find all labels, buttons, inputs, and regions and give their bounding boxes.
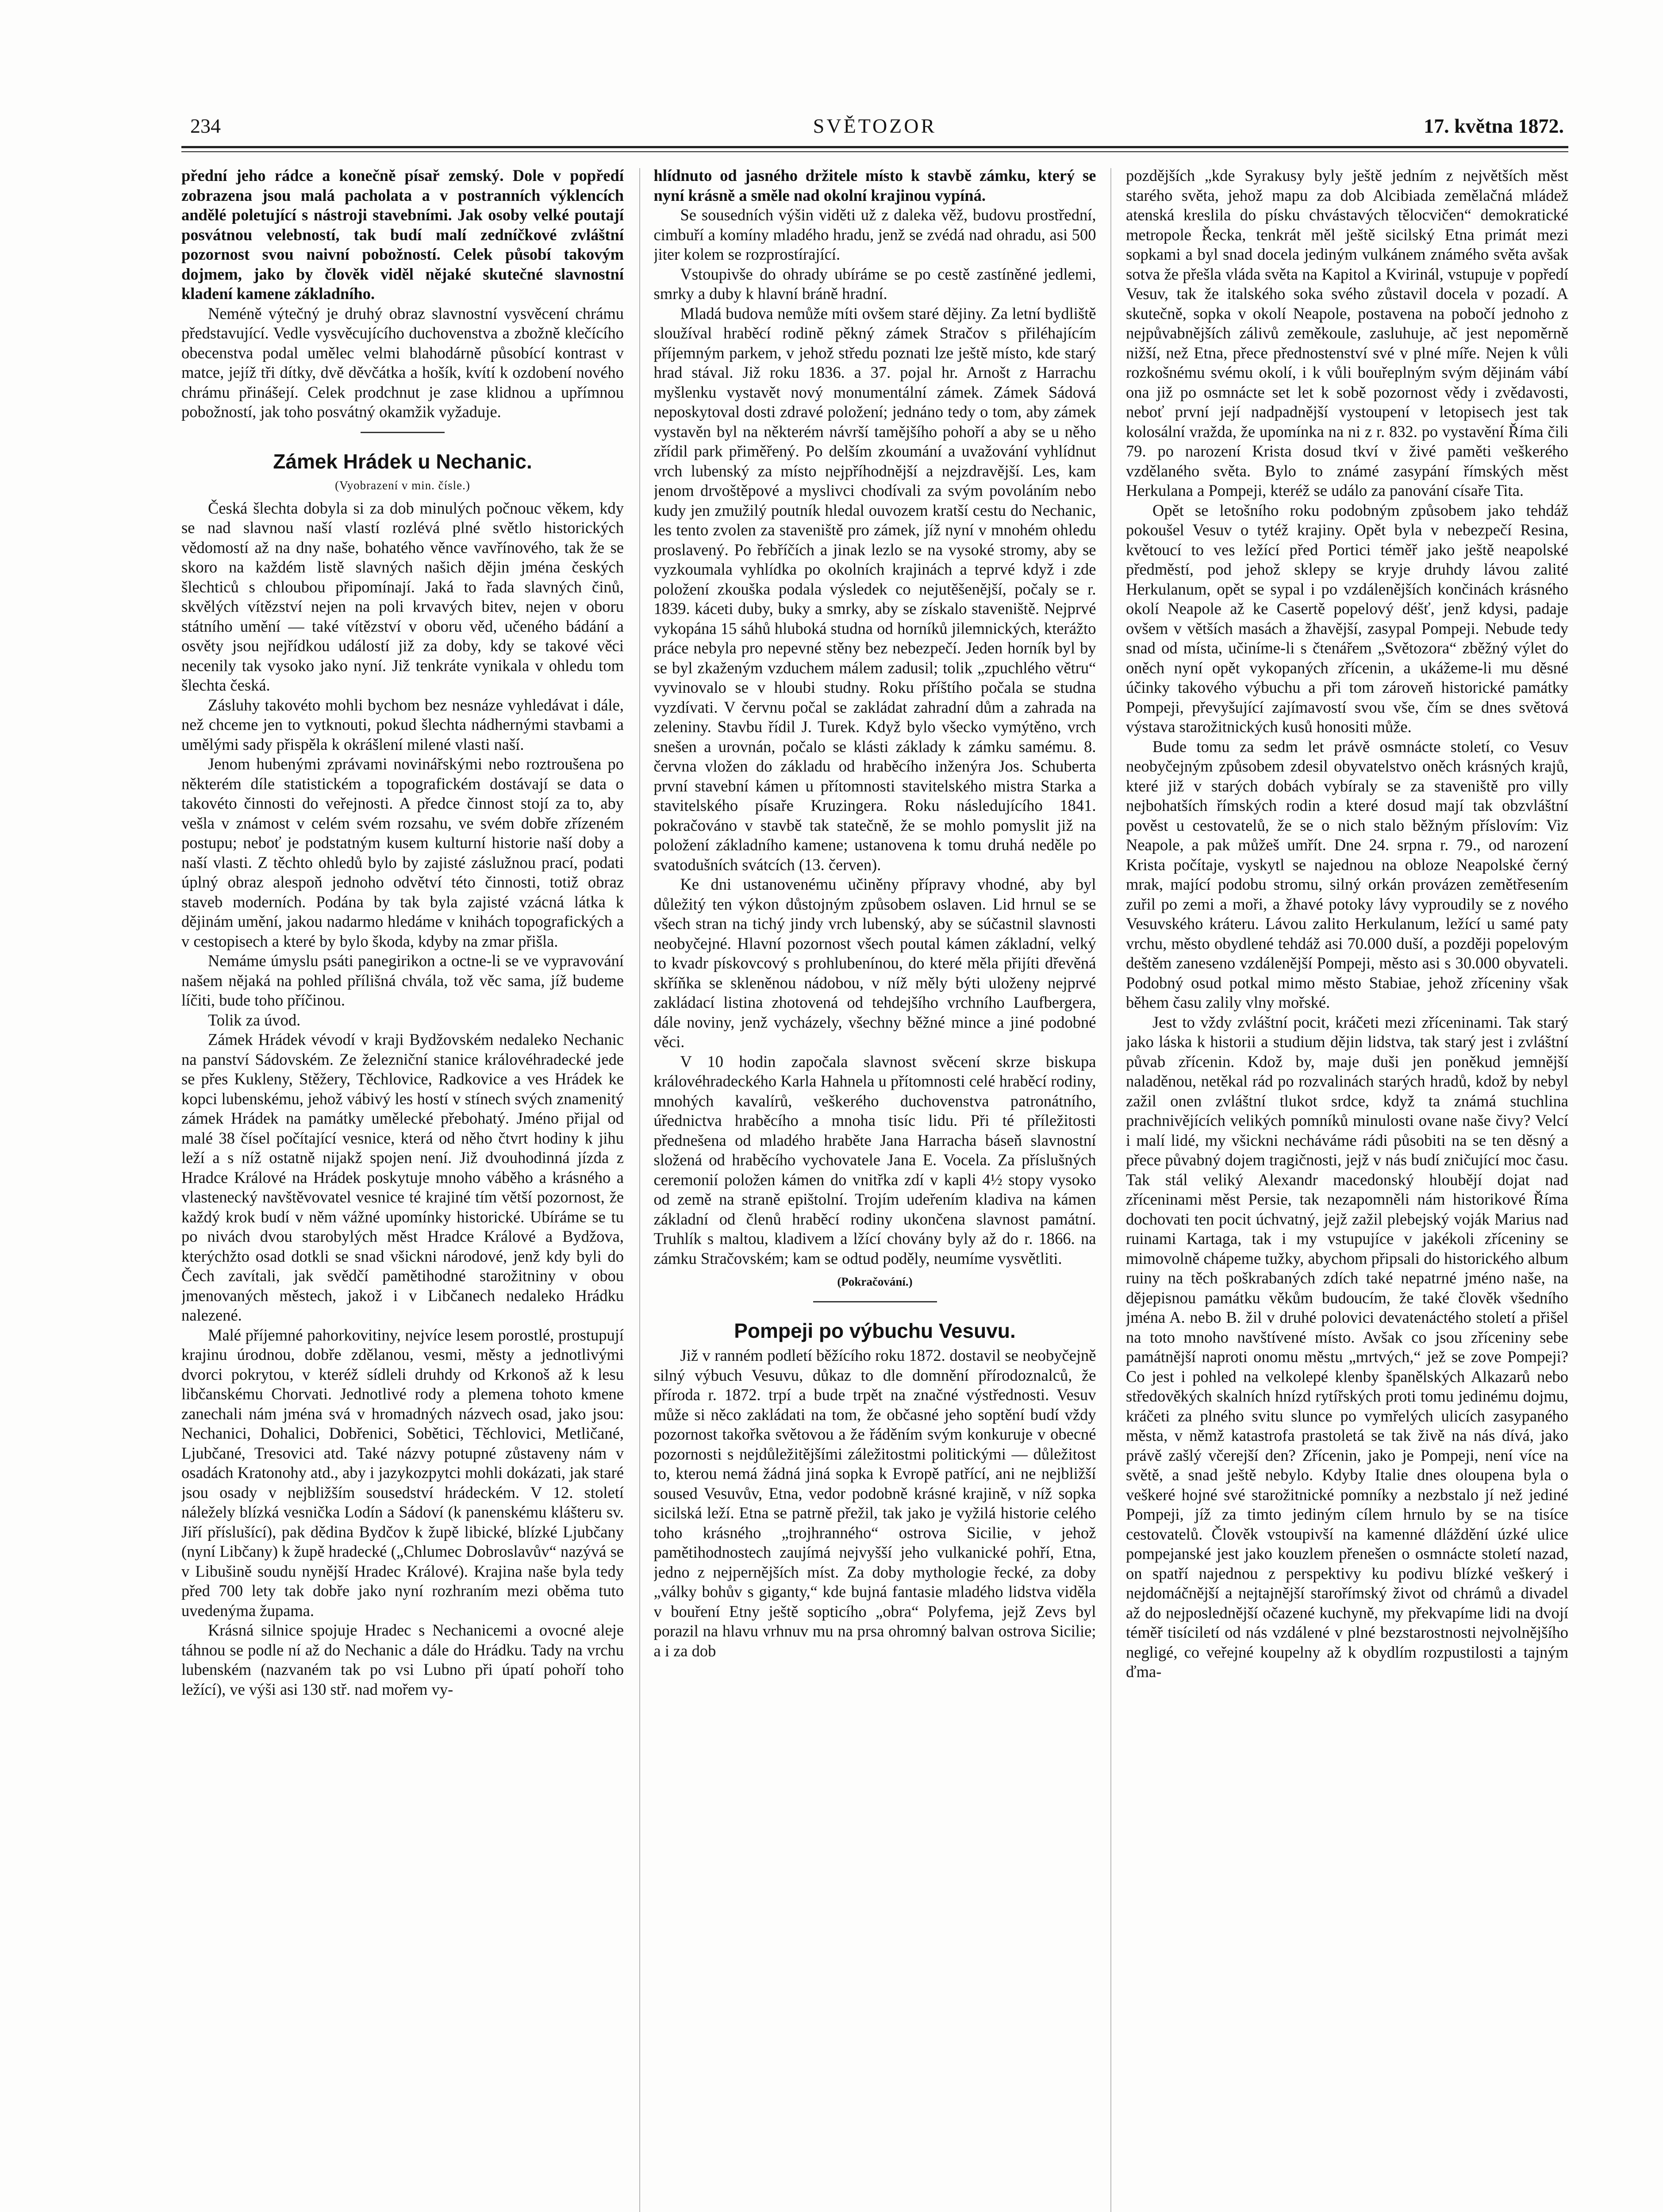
paragraph: V 10 hodin započala slavnost svěcení skrze biskupa královéhradeckého Karla Hahnela u přítomnosti celé hraběcí rodiny, mnohých kavalírů, veškerého duchovenstva patronátního, úřednictva hraběcího a mnoha tisíc lidu. Při té příležitosti přednešena od mladého hraběte Jana Harracha báseň slavnostní složená od hraběcího vychovatele Jana E. Vocela. Za příslušných ceremonií položen kámen do vnitřka zdí v kapli 4½ stopy vysoko od země na straně epištolní. Trojím udeřením kladiva na kámen základní od členů hraběcí rodiny ukončena slavnost památní. Truhlík s maltou, kladivem a lžící chovány byly až do r. 1866. na zámku Stračovském; kam se odtud poděly, neumíme vysvětliti. [653,1052,1096,1267]
continuation-note: (Pokračování.) [837,1275,913,1288]
paragraph: Nemáme úmyslu psáti panegirikon a octne-li se ve vypravování našem nějaká na pohled přílišná chvála, tož věc sama, jíž budeme líčiti, bude toho příčinou. [181,952,624,1009]
paragraph: Opět se letošního roku podobným způsobem jako tehdáž pokoušel Vesuv o tytéž krajiny. Opět byla v nebezpečí Resina, květoucí to ves ležící před Portici téměř jako ještě neapolské předměstí, pod jehož sklepy se kryje druhdy lávou zalité Herkulanum, opět se sypal i po vzdálenějších končinách krásného okolí Neapole až ke Casertě popelový déšť, jenž kdysi, padaje ovšem v větších masách a žhavější, zasypal Pompeji. Nebude tedy snad od místa, učiníme-li s čtenářem „Světozora“ zběžný výlet do oněch nyní opět vykopaných zřícenin, a ukážeme-li mu děsné účinky takového výbuchu a při tom zároveň historické památky Pompeji, převyšující zajímavostí svou vše, čím se dnes světová výstava starožitnických kusů honositi může. [1126,501,1568,736]
journal-title: SVĚTOZOR [813,115,937,137]
article-title: Pompeji po výbuchu Vesuvu. [734,1319,1016,1342]
paragraph: Jenom hubenými zprávami novinářskými nebo roztroušena po některém díle statistickém a topografickém dostávají se data o takovéto činnosti do veřejnosti. A předce činnost stojí za to, aby vešla v známost v celém svém rozsahu, ve svém dobře zřízeném postupu; neboť je podstatným kusem kulturní historie naší doby a naší vlasti. Z těchto ohledů bylo by zajisté záslužnou prací, podati úplný obraz alespoň jednoho odvětví této činnosti, totiž obraz staveb moderních. Podána by tak byla zajisté vzácná látka k dějinám umění, jakou nadarmo hledáme v knihách topografických a v cestopisech a které by bylo škoda, kdyby na zmar přišla. [181,755,624,950]
paragraph: Krásná silnice spojuje Hradec s Nechanicemi a ovocné aleje táhnou se podle ní až do Nechanic a dále do Hrádku. Tady na vrchu lubenském (nazvaném tak po vsi Lubno při úpatí pohoří toho ležící), ve výši asi 130 stř. nad mořem vy- [181,1621,624,1698]
header-rule [181,146,1568,152]
column-2 [654,166,1096,2212]
paragraph: Česká šlechta dobyla si za dob minulých počnouc věkem, kdy se nad slavnou naší vlastí rozlévá plné světlo historických vědomostí až na dny naše, bohatého věnce vavřínového, tak že se skoro na každém listě slavných našich dějin jména českých šlechticů s chloubou připomínají. Jaká to řada slavných činů, skvělých vítězství nejen na poli krvavých bitev, nejen v oboru státního umění — také vítězství v oboru věd, učeného bádání a osvěty jsou nejřídkou událostí již za doby, kdy se takové věci necenily tak vysoko jako nyní. Již tenkráte vynikala v ohledu tom šlechta česká. [181,499,624,694]
paragraph: Bude tomu za sedm let právě osmnácte století, co Vesuv neobyčejným způsobem zdesil obyvatelstvo oněch krásných krajů, které již v starých dobách vybíraly se za staveniště pro villy nejbohatších římských rodin a které dosud mají tak obzvláštní pověst u cestovatelů, že se o nich stalo běžným příslovím: Viz Neapole, a pak můžeš umřít. Dne 24. srpna r. 79., od narození Krista počítaje, vyskytl se najednou na obloze Neapolské černý mrak, mající podobu stromu, silný orkán provázen zemětřesením zuřil po zemi a moři, a žhavé potoky lávy vyproudily se z nového Vesuvského kráteru. Lávou zalito Herkulanum, ležící u samé paty vrchu, město obydlené tehdáž asi 70.000 duší, a později popelovým deštěm zaneseno vzdálenější Pompeji, město asi s 30.000 obyvateli. Podobný osud potkal mimo město Stabiae, jehož zříceniny však během času zalily vlny mořské. [1126,737,1568,1011]
issue-date: 17. května 1872. [1424,115,1564,137]
paragraph: Již v ranném podletí běžícího roku 1872. dostavil se neobyčejně silný výbuch Vesuvu, důkaz to dle domnění přírodoznalců, že příroda r. 1872. trpí a bude trpět na značné výstřednosti. Vesuv může si něco zakládati na tom, že občasné jeho soptění budí vždy pozornost takořka světovou a že řáděním svým konkuruje v obecné pozornosti s nejdůležitějšími záležitostmi politickými — důležitost to, kterou nemá žádná jiná sopka k Evropě patřící, ani ne nejbližší soused Vesuvův, Etna, vedor podobně krásné krajině, v níž sopka sicilská leží. Etna se patrně přežil, tak jako je vyžilá historie celého toho krásného „trojhranného“ ostrova Sicilie, v jehož pamětihodnostech zaujímá nejvyšší jeho vulkanické pohří, Etna, jedno z nejpernějších míst. Za doby mythologie řecké, za doby „války bohův s giganty,“ kde bujná fantasie mladého lidstva viděla v bouření Etny ještě sopticího „obra“ Polyfema, jejž Zevs byl porazil na hlavu vrhnuv mu na prsa ohromný balvan ostrova Sicilie; a i za dob [653,1346,1096,1660]
paragraph: Ke dni ustanovenému učiněny přípravy vhodné, aby byl důležitý ten výkon důstojným způsobem oslaven. Lid hrnul se se všech stran na tichý jindy vrch lubenský, aby se súčastnil slavnosti neobyčejné. Hlavní pozornost všech poutal kámen základní, velký to kvadr pískovcový s prohlubenínou, do které měla přijíti dřevěná skříňka se skleněnou nádobou, v níž měly býti uloženy nejprvé zakládací listina zhotovená od tehdejšího vrchního Laufbergera, dále noviny, jenž vycházely, všechny běžné mince a jiné podobné věci. [653,875,1096,1051]
page-header [181,113,1568,148]
paragraph: Zásluhy takovéto mohli bychom bez nesnáze vyhledávat i dále, než chceme jen to vytknouti, pokud šlechta nádhernými stavbami a umělými sady přispěla k okrášlení milené vlasti naší. [181,695,624,753]
paragraph: Jest to vždy zvláštní pocit, kráčeti mezi zříceninami. Tak starý jako láska k historii a studium dějin lidstva, tak starý jest i zvláštní půvab zřícenin. Kdož by, maje duši jen poněkud jemnější naladěnou, netěkal rád po rozvalinách starých hradů, kdož by nebyl zažil onen zvláštní tlukot srdce, když ta známá stuchlina prachnivějících velikých pomníků minulosti ovane naše čivy? Velcí i malí lidé, my všickni necháváme rádi působiti na se ten děsný a přece půvabný dojem tragičnosti, jejž v nás budí zničující moc času. Tak stál veliký Alexandr macedonský hloubějí dojat nad zříceninami měst Persie, tak nezapomněli nám historikové Říma dochovati ten pocit úchvatný, jejž zažil plebejský voják Marius nad ruinami Kartaga, tak i my vstupujíce v jakékoli zříceniny se mimovolně chápeme tužky, abychom připsali do historického album ruiny na těch poškrabaných zdích také nepatrné jméno naše, na dějepisnou památku věkům budoucím, že také člověk všedního jména A. nebo B. žil v druhé polovici devatenáctého století a přišel na toto mnoho navštívené místo. Avšak co jsou zříceniny sebe památnější naproti onomu městu „mrtvých,“ jež se zove Pompeji? Co jest i pohled na velkolepé klenby španělských Alkazarů nebo středověkých skalních hnízd rytířských proti tomu jedinému dojmu, kráčeti za plného svitu slunce po vymřelých ulicích zasypaného města, v němž katastrofa prastoletá se tak živě na nás dívá, jako právě zašlý včerejší den? Zřícenin, jako je Pompeji, není více na světě, a snad ještě nebylo. Kdyby Italie dnes oloupena byla o veškeré hojné své starožitnické pomníky a nezbstalo jí než jediné Pompeji, jíž za timto jediným cílem hrnulo by se na tisíce cestovatelů. Člověk vstoupivší na kamenné dláždění úzké ulice pompejanské jest jako kouzlem přenešen o osmnácte století nazad, on spatří najednou z perspektivy ku podivu blízké veškerý i nejdomáčnější a nejtajnější starořímský život od chrámů a divadel až do nejposlednější očazené kuchyně, my překvapíme lidi na dvojí téměř tisíciletí od nás vzdálené v plné bezstarostnosti nejvolnějšího negligé, co veřejné koupelny až k obydlím rozpustilosti a tajným ďma- [1126,1013,1568,1681]
paragraph: Neméně výtečný je druhý obraz slavnostní vysvěcení chrámu představující. Vedle vysvěcujícího duchovenstva a zbožně klečícího obecenstva podal umělec velmi blahodárně působící kontrast v matce, jejíž tři dítky, dvě děvčátka a hošík, kvítí k ozdobení nového chrámu přinášejí. Celek prodchnut je zase klidnou a upřímnou pobožností, jak toho posvátný okamžik vyžaduje. [181,304,624,421]
section-divider [361,432,445,433]
page-number: 234 [190,115,221,137]
paragraph: Se sousedních výšin viděti už z daleka věž, budovu prostřední, cimbuří a komíny mladého hradu, jenž se zvédá nad ohradu, asi 500 jiter kolem se rozprostírající. [653,206,1096,263]
paragraph: hlídnuto od jasného držitele místo k stavbě zámku, který se nyní krásně a směle nad okolní krajinou vypíná. [653,166,1096,204]
article-title: Zámek Hrádek u Nechanic. [273,449,532,473]
column-3 [1126,166,1568,2212]
article-subtitle: (Vyobrazení v min. čísle.) [335,478,470,492]
section-divider [813,1301,937,1302]
text-columns [181,166,1568,2212]
paragraph: Tolik za úvod. [208,1010,301,1029]
paragraph: Zámek Hrádek vévodí v kraji Bydžovském nedaleko Nechanic na panství Sádovském. Ze železniční stanice královéhradecké jede se přes Kukleny, Stěžery, Těchlovice, Radkovice a ves Hrádek ke kopci lubenskému, jehož vábivý les hostí v stínech svých znamenitý zámek Hrádek na památky umělecké přebohatý. Jméno přijal od malé 38 čísel počítající vesnice, která od něho čtvrt hodiny k jihu leží a s níž ostatně nijakž spojen není. Již dvouhodinná jízda z Hradce Králové na Hrádek poskytuje mnoho váběho a krásného a vlastenecký navštěvovatel vesnice té krajiné tím větší pozornost, že každý krok budí v něm vážné upomínky historické. Ubíráme se tu po nivách dvou starobylých měst Hradce Králové a Bydžova, kterýchžto osad dotkli se snad všickni národové, jenž kdy byli do Čech zavítali, jak svědčí pamětihodné starožitniny v obou jmenovaných městech, jakož i v Libčanech nedaleko Hrádku nalezené. [181,1030,624,1324]
paragraph: Malé příjemné pahorkovitiny, nejvíce lesem porostlé, prostupují krajinu úrodnou, dobře zdělanou, vesmi, městy a jednotlivými dvorci pokrytou, v kteréž sídleli druhdy od Krkonoš až k lesu libčanskému Chorvati. Jednotlivé rody a plemena tohoto kmene zanechali nám jména svá v hromadných názvech osad, jako jsou: Nechanici, Dohalici, Dobřenici, Sobětici, Těchlovici, Metličané, Ljubčané, Tresovici atd. Také názvy potupné zůstaveny nám v osadách Kratonohy atd., aby i jazykozpytci mohli dokázati, jak staré jsou osady v nejbližším sousedství hrádeckém. V 12. století náležely blízká vesnička Lodín a Sádoví (k panenskému klášteru sv. Jiří příslušící), pak dědina Bydčov k župě libické, blízké Ljubčany (nyní Libčany) k župě hradecké („Chlumec Dobroslavův“ nazývá se v Libušině soudu nynější Hradec Králové). Krajina naše byla tedy před 700 lety tak dobře jako nyní rozhraním mezi oběma tuto uvedenýma župama. [181,1325,624,1620]
paragraph: pozdějších „kde Syrakusy byly ještě jedním z největších měst starého světa, jehož mapu za dob Alcibiada zemělačná mládež atenská kreslila do písku chvástavých tělocvičen“ demokratické metropole Řecka, tenkrát měl ještě sicilský Etna primát mezi sopkami a byl snad docela jediným vulkánem známého světa avšak sotva že přešla vláda světa na Kapitol a Kvirinál, vstupuje v popředí Vesuv, tak že italského soka svého zůstavil docela v pozadí. A skutečně, sopka v okolí Neapole, postavena na pobočí jednoho z nejpůvabnějších zálivů zeměkoule, zasluhuje, ač jest nepoměrně nižší, než Etna, přece přednostenství své v plné míře. Nejen k vůli rozkošnému svému okolí, i k vůli bouřeplným svým dějinám vábí ona již po osmnácte set let k sobě pozornost vědy i zvědavosti, neboť první její nadpadnější vystoupení v letopisech jest tak kolosální vražda, že upomínka na ni z r. 832. po vystavění Říma čili 79. po narození Krista dosud tkví v živé paměti veškerého vzdělaného světa. Bylo to známé zasypání římských měst Herkulana a Pompeji, kteréž se událo za panování císaře Tita. [1126,166,1568,499]
column-1 [181,166,624,2212]
paragraph: Mladá budova nemůže míti ovšem staré dějiny. Za letní bydliště sloužíval hraběcí rodině pěkný zámek Stračov s přiléhajícím příjemným parkem, v jehož středu poznati lze ještě místo, kde starý hrad stával. Již roku 1836. a 37. pojal hr. Arnošt z Harrachu myšlenku vystavět nový monumentální zámek. Zámek Sádová neposkytoval dosti zdravé položení; jednáno tedy o tom, aby zámek vystavěn byl na některém návrší tamějšího pohoří a aby se u něho zřídil park přiměřený. Po delším zkoumání a uvažování vyhlídnut vrch lubenský za místo nejpříhodnější a nejzdravější. Les, kam jenom drvoštěpové a myslivci chodívali za svým povoláním nebo kudy jen zmužilý poutník hledal ouvozem kratší cestu do Nechanic, les tento zvolen za staveniště pro zámek, jíž nyní v mnohém ohledu proslavený. Po řebříčích a jinak lezlo se na vysoké stromy, aby se vyzkoumala vyhlídka po okolních krajinách a teprvé když i zde položení zkouška podala výsledek co nejutěšenější, počaly se r. 1839. káceti duby, buky a smrky, aby se získalo staveniště. Nejprvé vykopána 15 sáhů hluboká studna od horníků jilemnických, kterážto práce nebyla pro nepevné stěny bez nebezpečí. Jeden horník byl by se byl zkaženým vzduchem málem zadusil; tolik „zpuchlého větru“ vyvinovalo se v hloubi studny. Roku příštího počala se studna vyzdívati. V červnu počal se zakládat zahradní dům a zahrada na zeleniny. Stavbu řídil J. Turek. Když bylo všecko vymýtěno, vrch snešen a urovnán, počalo se klásti základy k zámku samému. 8. června vložen do základu od hraběcího inženýra Jos. Schuberta první stavební kámen u přítomnosti stavitelského mistra Starka a stavitelského písaře Kruzingera. Roku následujícího 1841. pokračováno v stavbě tak statečně, že se mohlo pomyslit již na položení základního kamene; ustanovena k tomu druhá neděle po svatodušních svátcích (13. červen). [653,304,1096,874]
paragraph: přední jeho rádce a konečně písař zemský. Dole v popředí zobrazena jsou malá pacholata a v postranních výklencích andělé poletující s nástroji stavebními. Jak osoby velké poutají posvátnou velebností, tak budí malí zedníčkové zvláštní pozornost svou naivní pobožností. Celek působí takovým dojmem, jako by člověk viděl nějaké skutečné slavnostní kladení kamene základního. [181,166,624,303]
paragraph: Vstoupivše do ohrady ubíráme se po cestě zastíněné jedlemi, smrky a duby k hlavní bráně hradní. [653,265,1096,303]
